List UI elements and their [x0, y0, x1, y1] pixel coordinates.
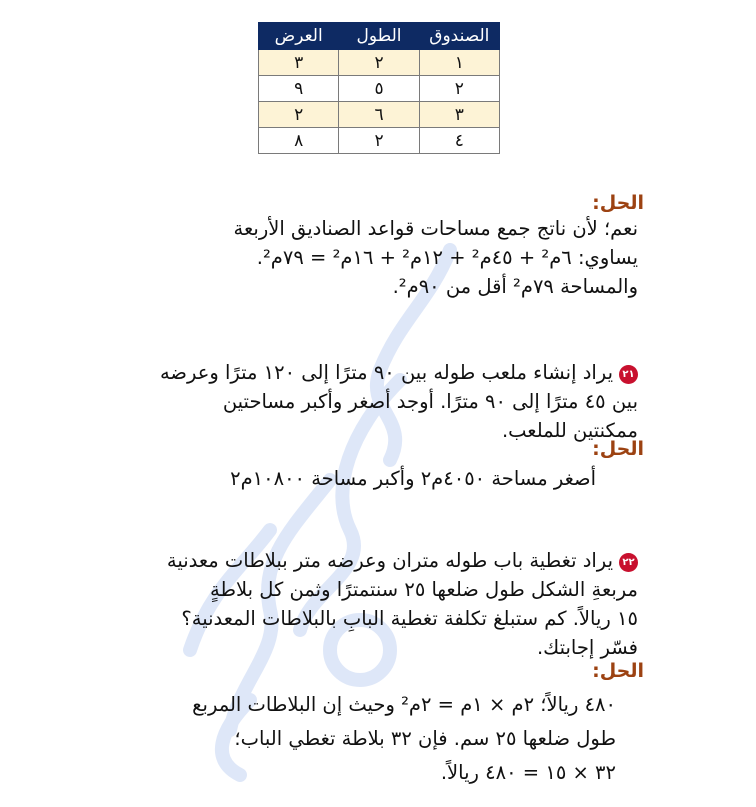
- header-length: الطول: [339, 23, 419, 50]
- question-21: [160, 358, 638, 445]
- cell-width: ٢: [259, 102, 339, 128]
- question-21-line: يراد إنشاء ملعب طوله بين ٩٠ مترًا إلى ١٢٠ مترًا وعرضه: [159, 361, 613, 384]
- cell-length: ٦: [339, 102, 419, 128]
- cell-box: ٢: [419, 76, 499, 102]
- cell-width: ٣: [259, 50, 339, 76]
- table-row: [259, 50, 500, 76]
- question-22-line: فسّر إجابتك.: [536, 636, 638, 659]
- cell-width: ٨: [259, 128, 339, 154]
- cell-width: ٩: [259, 76, 339, 102]
- header-width: العرض: [259, 23, 339, 50]
- cell-length: ٥: [339, 76, 419, 102]
- answer-21: أصغر مساحة ٤٠٥٠م٢ وأكبر مساحة ١٠٨٠٠م٢: [230, 467, 596, 490]
- cell-box: ٤: [419, 128, 499, 154]
- boxes-table: [258, 22, 500, 154]
- cell-length: ٢: [339, 50, 419, 76]
- answer-22-line: ٣٢ × ١٥ = ٤٨٠ ريالاً.: [440, 761, 616, 784]
- answer-1: [234, 214, 638, 301]
- table-row: [259, 128, 500, 154]
- solution-label: الحل:: [592, 660, 644, 682]
- cell-length: ٢: [339, 128, 419, 154]
- question-22-line: ١٥ ريالاً. كم ستبلغ تكلفة تغطية البابِ بالبلاطات المعدنية؟: [181, 607, 638, 630]
- solution-label: الحل:: [592, 192, 644, 214]
- header-box: الصندوق: [419, 23, 499, 50]
- question-22: [167, 546, 638, 662]
- answer-1-line: والمساحة ٧٩م² أقل من ٩٠م².: [392, 275, 638, 298]
- question-21-line: ممكنتين للملعب.: [501, 419, 638, 442]
- question-22-line: يراد تغطية باب طوله متران وعرضه متر ببلاطات معدنية: [166, 549, 613, 572]
- question-number-badge: ٢١: [619, 365, 638, 384]
- table-header-row: [259, 23, 500, 50]
- answer-22-line: ٤٨٠ ريالاً؛ ٢م × ١م = ٢م² وحيث إن البلاطات المربع: [192, 693, 616, 716]
- question-number-badge: ٢٢: [619, 553, 638, 572]
- cell-box: ١: [419, 50, 499, 76]
- question-21-line: بين ٤٥ مترًا إلى ٩٠ مترًا. أوجد أصغر وأكبر مساحتين: [222, 390, 638, 413]
- solution-label: الحل:: [592, 438, 644, 460]
- table-row: [259, 102, 500, 128]
- answer-1-line: يساوي: ٦م² + ٤٥م² + ١٢م² + ١٦م² = ٧٩م².: [256, 246, 638, 269]
- cell-box: ٣: [419, 102, 499, 128]
- question-22-line: مربعةِ الشكل طول ضلعها ٢٥ سنتمترًا وثمن كل بلاطةٍ: [210, 578, 638, 601]
- answer-22: [192, 688, 616, 790]
- table-row: [259, 76, 500, 102]
- answer-22-line: طول ضلعها ٢٥ سم. فإن ٣٢ بلاطة تغطي الباب؛: [234, 727, 616, 750]
- answer-1-line: نعم؛ لأن ناتج جمع مساحات قواعد الصناديق الأربعة: [233, 217, 638, 240]
